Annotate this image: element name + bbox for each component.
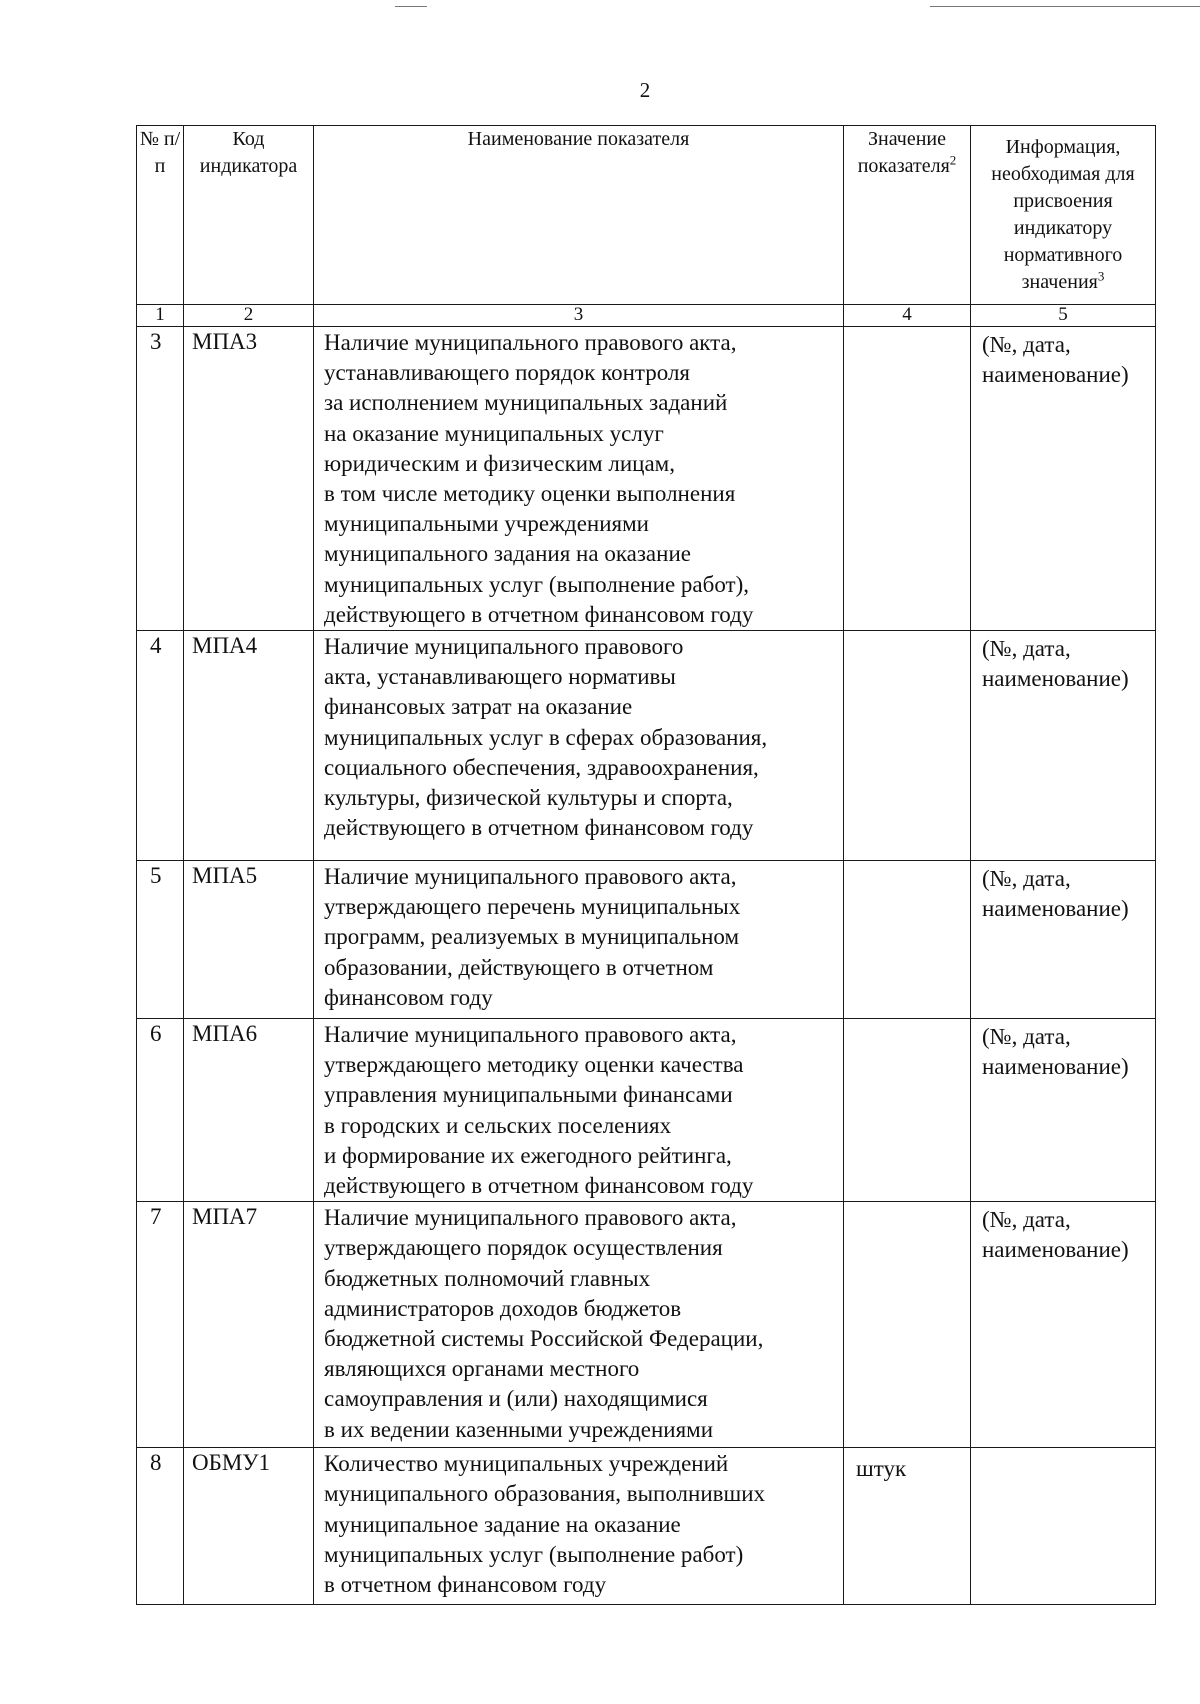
indicator-info: (№, дата, наименование) <box>971 1202 1156 1448</box>
column-number: 3 <box>314 305 844 327</box>
row-number: 6 <box>137 1019 184 1202</box>
header-indicator-code: Код индикатора <box>184 126 314 305</box>
indicator-value <box>844 631 971 861</box>
scan-artifact-line-left <box>395 6 427 7</box>
indicator-name: Наличие муниципального правового акта, утверждающего перечень муниципальных программ, реализуемых в муниципальном образовании, действующего в отчетном финансовом году <box>314 861 844 1019</box>
row-number: 3 <box>137 327 184 631</box>
column-number: 2 <box>184 305 314 327</box>
page-number: 2 <box>639 78 651 102</box>
indicator-code: МПА3 <box>184 327 314 631</box>
header-number: № п/п <box>137 126 184 305</box>
header-indicator-value <box>844 126 971 305</box>
indicator-name: Количество муниципальных учреждений муниципального образования, выполнивших муниципальное задание на оказание муниципальных услуг (выполнение работ) в отчетном финансовом году <box>314 1448 844 1605</box>
indicator-value <box>844 327 971 631</box>
indicator-value <box>844 861 971 1019</box>
table-header-row <box>137 126 1156 305</box>
indicator-code: МПА4 <box>184 631 314 861</box>
indicator-info <box>971 1448 1156 1605</box>
row-number: 7 <box>137 1202 184 1448</box>
indicator-code: МПА5 <box>184 861 314 1019</box>
indicator-info: (№, дата, наименование) <box>971 631 1156 861</box>
column-number-row <box>137 305 1156 327</box>
indicators-table <box>136 125 1156 1605</box>
column-number: 5 <box>971 305 1156 327</box>
indicator-code: МПА7 <box>184 1202 314 1448</box>
header-indicator-value-text: Значение показателя <box>857 128 950 177</box>
header-indicator-name: Наименование показателя <box>314 126 844 305</box>
header-assignment-info-text: Информация, необходимая для присвоения индикатору нормативного значения <box>991 136 1135 293</box>
row-number: 5 <box>137 861 184 1019</box>
scan-artifact-line-right <box>930 6 1200 7</box>
table-row <box>137 1019 1156 1202</box>
indicator-value: штук <box>844 1448 971 1605</box>
indicator-name: Наличие муниципального правового акта, устанавливающего порядок контроля за исполнением муниципальных заданий на оказание муниципальных услуг юридическим и физическим лицам, в том числе методику оценки выполнения муниципальными учреждениями муниципального задания на оказание муниципальных услуг (выполнение работ), действующего в отчетном финансовом году <box>314 327 844 631</box>
indicator-code: ОБМУ1 <box>184 1448 314 1605</box>
indicator-name: Наличие муниципального правового акта, устанавливающего нормативы финансовых затрат на оказание муниципальных услуг в сферах образования, социального обеспечения, здравоохранения, культуры, физической культуры и спорта, действующего в отчетном финансовом году <box>314 631 844 861</box>
header-assignment-info <box>971 126 1156 305</box>
footnote-mark-3: 3 <box>1097 268 1105 284</box>
indicator-value <box>844 1202 971 1448</box>
indicator-code: МПА6 <box>184 1019 314 1202</box>
indicator-info: (№, дата, наименование) <box>971 861 1156 1019</box>
column-number: 4 <box>844 305 971 327</box>
row-number: 4 <box>137 631 184 861</box>
row-number: 8 <box>137 1448 184 1605</box>
column-number: 1 <box>137 305 184 327</box>
table-row <box>137 631 1156 861</box>
indicator-info: (№, дата, наименование) <box>971 1019 1156 1202</box>
table-row <box>137 1448 1156 1605</box>
table-row <box>137 327 1156 631</box>
indicator-info: (№, дата, наименование) <box>971 327 1156 631</box>
indicator-value <box>844 1019 971 1202</box>
table-row <box>137 1202 1156 1448</box>
footnote-mark-2: 2 <box>949 152 957 168</box>
indicator-name: Наличие муниципального правового акта, утверждающего порядок осуществления бюджетных полномочий главных администраторов доходов бюджетов бюджетной системы Российской Федерации, являющихся органами местного самоуправления и (или) находящимися в их ведении казенными учреждениями <box>314 1202 844 1448</box>
table-row <box>137 861 1156 1019</box>
indicator-name: Наличие муниципального правового акта, утверждающего методику оценки качества управления муниципальными финансами в городских и сельских поселениях и формирование их ежегодного рейтинга, действующего в отчетном финансовом году <box>314 1019 844 1202</box>
